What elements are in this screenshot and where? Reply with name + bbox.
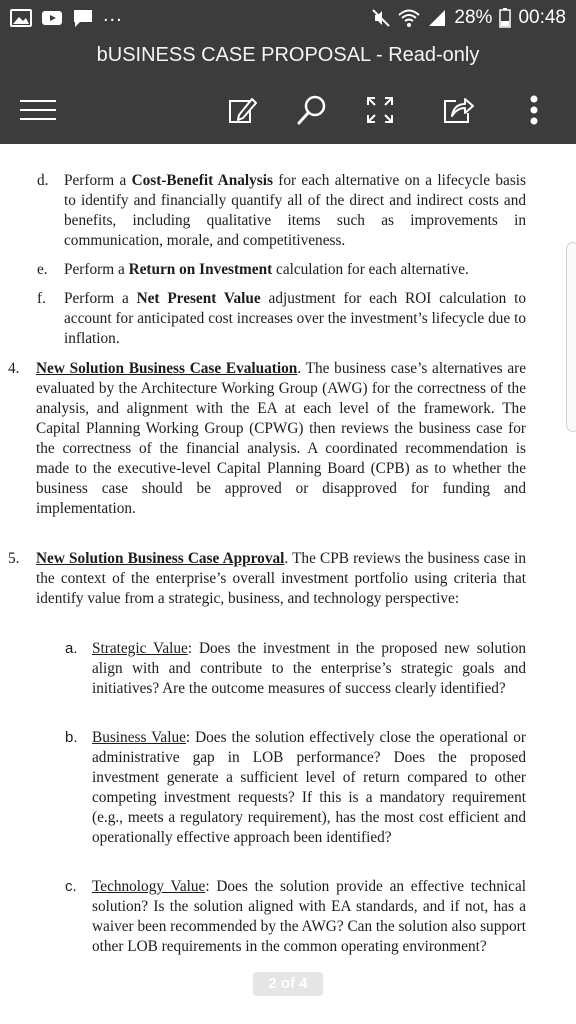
item-f-paragraph — [64, 289, 526, 349]
message-icon — [72, 8, 94, 28]
item-f-marker: f. — [37, 290, 46, 307]
item-5c-heading: Technology Value — [92, 878, 206, 895]
system-icons — [371, 7, 566, 29]
more-icon — [529, 95, 539, 125]
edit-button[interactable] — [220, 88, 264, 132]
item-5-marker: 5. — [8, 550, 20, 567]
item-4-paragraph — [36, 359, 526, 519]
item-f-text-2: adjustment for each ROI calculation to account for anticipated cost increases over the investment’s lifecycle due to inflation. — [64, 290, 526, 347]
page-indicator: 2 of 4 — [253, 972, 323, 996]
item-5b-marker: b. — [65, 729, 78, 746]
signal-icon — [427, 8, 447, 28]
item-5c-paragraph — [92, 877, 526, 957]
item-5a-paragraph — [92, 639, 526, 699]
item-e-marker: e. — [37, 261, 48, 278]
item-5c-text: : Does the solution provide an effective technical solution? Is the solution aligned with EA standards, and if not, has a waiver been recommended by the AWG? Can the solution also support other LOB requirements in the common operating environment? — [92, 878, 527, 955]
battery-icon — [499, 8, 511, 28]
item-f-bold: Net Present Value — [136, 290, 261, 307]
fullscreen-button[interactable] — [358, 88, 402, 132]
item-d-text-2: for each alternative on a lifecycle basis to identify and financially quantify all of the direct and indirect costs and benefits, including qualitative items such as improvements in communication, morale, and competitiveness. — [64, 172, 526, 249]
share-button[interactable] — [436, 88, 480, 132]
item-e-paragraph — [64, 260, 526, 280]
item-5-paragraph — [36, 549, 526, 609]
item-f-text-1: Perform a — [64, 290, 137, 307]
mute-icon — [371, 8, 391, 28]
status-bar — [0, 0, 576, 38]
youtube-icon — [41, 9, 63, 27]
document-page[interactable] — [0, 144, 576, 1024]
fullscreen-icon — [365, 95, 395, 125]
item-5-text: . The CPB reviews the business case in the context of the enterprise’s overall investment portfolio using criteria that identify value from a strategic, business, and technology perspective: — [36, 550, 526, 607]
clock: 00:48 — [518, 7, 566, 28]
gallery-icon — [10, 9, 32, 27]
search-button[interactable] — [290, 88, 334, 132]
menu-icon — [20, 98, 56, 122]
item-4-marker: 4. — [8, 360, 20, 377]
item-5a-heading: Strategic Value — [92, 640, 188, 657]
item-4-text: . The business case’s alternatives are evaluated by the Architecture Working Group (AWG) for the correctness of the analysis, and alignment with the EA at each level of the framework. The Capital Planning Working Group (CPWG) then reviews the business case for the correctness of the financial analysis. A coordinated recommendation is made to the executive-level Capital Planning Board (CPB) as to whether the business case should be approved or disapproved for funding and implementation. — [36, 360, 526, 517]
share-icon — [442, 95, 474, 125]
item-5b-paragraph — [92, 728, 526, 848]
item-e-text-2: calculation for each alternative. — [272, 261, 469, 278]
item-5c-marker: c. — [65, 878, 77, 895]
battery-level: 28% — [454, 7, 493, 28]
wifi-icon — [398, 8, 420, 28]
item-d-paragraph — [64, 171, 526, 251]
document-title: bUSINESS CASE PROPOSAL - Read-only — [96, 44, 480, 66]
edit-icon — [227, 95, 257, 125]
item-d-bold: Cost-Benefit Analysis — [131, 172, 273, 189]
item-d-marker: d. — [37, 172, 49, 189]
item-5b-text: : Does the solution effectively close the operational or administrative gap in LOB performance? Does the proposed investment generate a sufficient level of return compared to other competing investment requests? If this is a mandatory requirement (e.g., meets a regulatory requirement), has the most cost efficient and operationally effective approach been identified? — [92, 729, 526, 846]
item-5b-heading: Business Value — [92, 729, 186, 746]
overflow-dots: ... — [103, 4, 123, 26]
app-bar — [0, 38, 576, 144]
more-options-button[interactable] — [512, 88, 556, 132]
scroll-handle[interactable] — [566, 242, 576, 432]
item-e-bold: Return on Investment — [128, 261, 273, 278]
item-e-text-1: Perform a — [64, 261, 129, 278]
item-5a-marker: a. — [65, 640, 78, 657]
menu-button[interactable] — [16, 88, 60, 132]
item-5a-text: : Does the investment in the proposed new solution align with and contribute to the enterprise’s strategic goals and initiatives? Are the outcome measures of success clearly identified? — [92, 640, 526, 697]
notification-icons — [10, 4, 123, 28]
item-d-text-1: Perform a — [64, 172, 132, 189]
search-icon — [296, 94, 328, 126]
item-4-heading: New Solution Business Case Evaluation — [36, 360, 298, 377]
item-5-heading: New Solution Business Case Approval — [36, 550, 285, 567]
